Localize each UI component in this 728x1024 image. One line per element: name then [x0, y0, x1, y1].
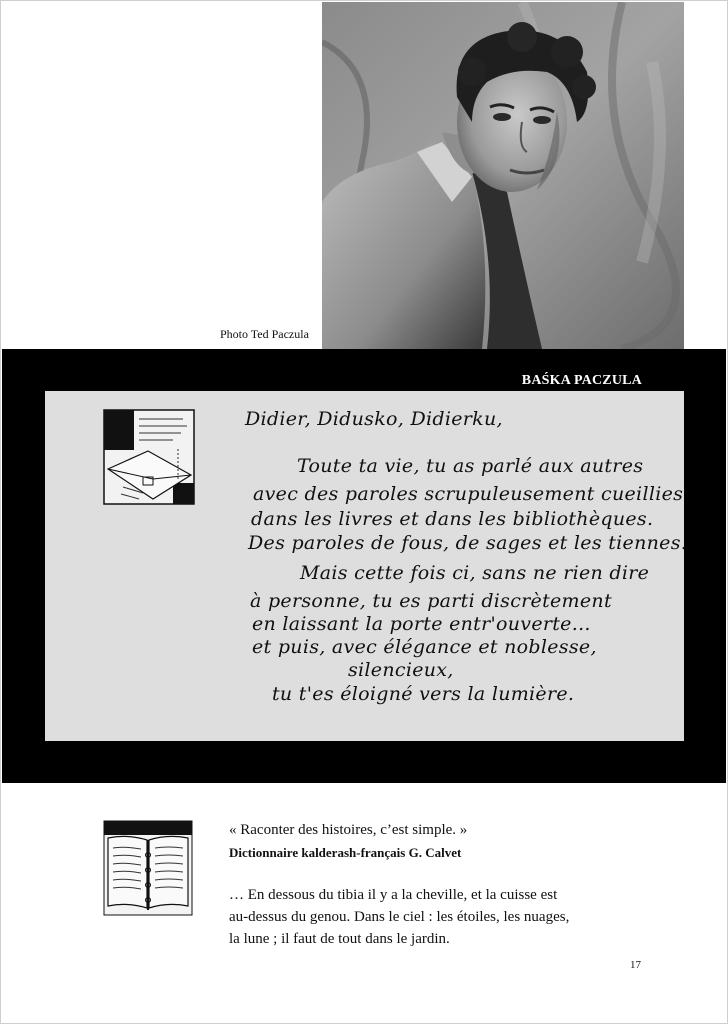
paragraph-line: au-dessus du genou. Dans le ciel : les étoiles, les nuages,	[229, 909, 570, 925]
photo-credit: Photo Ted Paczula	[220, 327, 309, 341]
quote-text: « Raconter des histoires, c’est simple. »	[229, 822, 468, 838]
open-book-sketch-icon	[103, 820, 193, 916]
letter-line: dans les livres et dans les bibliothèques.	[251, 508, 654, 530]
paragraph-line: … En dessous du tibia il y a la cheville, et la cuisse est	[229, 887, 558, 903]
letter-line: avec des paroles scrupuleusement cueillies	[253, 483, 684, 505]
letter-line: Didier, Didusko, Didierku,	[245, 408, 503, 430]
quote-source: Dictionnaire kalderash-français G. Calvet	[229, 845, 462, 860]
letter-line: Mais cette fois ci, sans ne rien dire	[300, 562, 650, 584]
page-number: 17	[630, 959, 641, 971]
letter-line: et puis, avec élégance et noblesse,	[252, 636, 597, 658]
letter-line: en laissant la porte entr'ouverte...	[252, 613, 591, 635]
body-paragraph	[229, 884, 629, 950]
letter-line: Toute ta vie, tu as parlé aux autres	[297, 455, 644, 477]
author-name: BAŚKA PACZULA	[521, 373, 642, 388]
paragraph-line: la lune ; il faut de tout dans le jardin.	[229, 931, 450, 947]
portrait-illustration	[322, 2, 684, 349]
letter-line: Des paroles de fous, de sages et les tiennes.	[248, 532, 688, 554]
portrait-photo	[322, 2, 684, 349]
envelope-sketch-icon	[103, 409, 195, 505]
letter-line: tu t'es éloigné vers la lumière.	[272, 683, 575, 705]
letter-line: à personne, tu es parti discrètement	[250, 590, 612, 612]
letter-line: silencieux,	[348, 659, 454, 681]
